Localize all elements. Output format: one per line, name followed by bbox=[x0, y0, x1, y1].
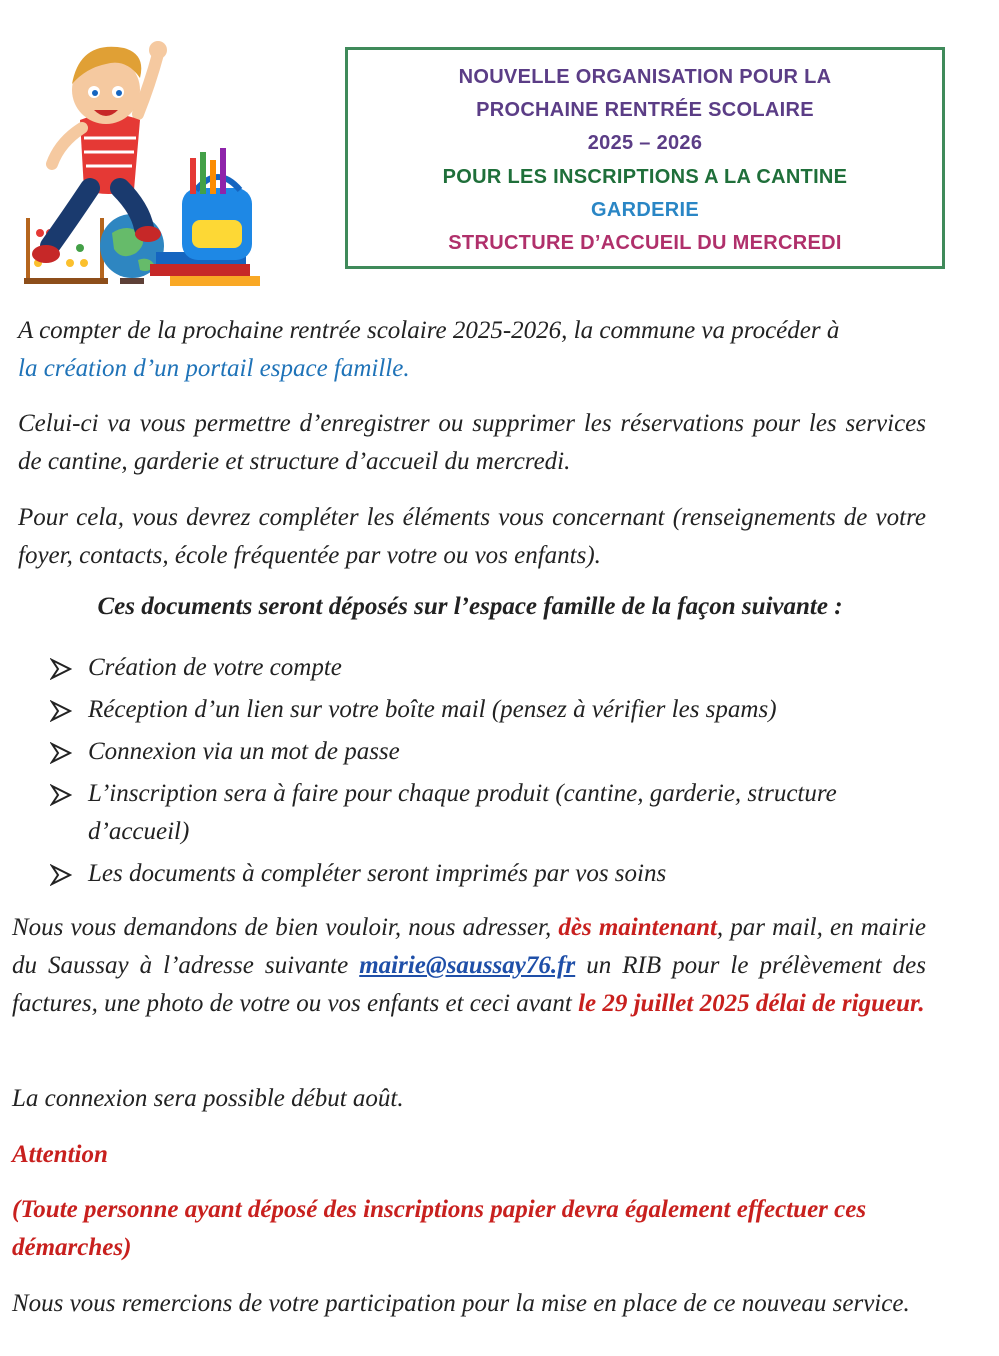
steps-list bbox=[50, 649, 930, 897]
attention-text: (Toute personne ayant déposé des inscriptions papier devra également effectuer ces démarches) bbox=[12, 1196, 867, 1261]
intro-highlight: la création d’un portail espace famille. bbox=[18, 355, 410, 382]
header-title-line1: NOUVELLE ORGANISATION POUR LA bbox=[458, 66, 832, 88]
arrow-bullet-icon bbox=[50, 742, 72, 764]
list-item bbox=[50, 733, 930, 771]
child-icon bbox=[32, 41, 167, 263]
arrow-bullet-icon bbox=[50, 658, 72, 680]
request-paragraph bbox=[12, 909, 926, 1023]
intro-paragraph bbox=[18, 312, 926, 388]
step-text: Réception d’un lien sur votre boîte mail (pensez à vérifier les spams) bbox=[88, 696, 777, 723]
closing-paragraph: Nous vous remercions de votre participation pour la mise en place de ce nouveau service. bbox=[12, 1290, 910, 1317]
header-garderie: GARDERIE bbox=[591, 199, 699, 221]
deadline-text: le 29 juillet 2025 délai de rigueur. bbox=[578, 990, 925, 1017]
header-cantine: POUR LES INSCRIPTIONS A LA CANTINE bbox=[442, 166, 848, 188]
request-part2: , par mail, en mairie du Saussay à l’adresse suivante bbox=[12, 914, 926, 979]
email-link[interactable]: mairie@saussay76.fr bbox=[359, 952, 576, 979]
pencils-icon bbox=[190, 148, 226, 194]
request-part3: un RIB pour le prélèvement des factures, une photo de votre ou vos enfants et ceci avant bbox=[12, 952, 926, 1017]
services-paragraph: Celui-ci va vous permettre d’enregistrer ou supprimer les réservations pour les services de cantine, garderie et structure d’accueil du mercredi. bbox=[18, 410, 926, 475]
list-item bbox=[50, 691, 930, 729]
intro-text: A compter de la prochaine rentrée scolaire 2025-2026, la commune va procéder à bbox=[18, 317, 840, 344]
request-emphasis: dès maintenant bbox=[558, 914, 717, 941]
step-text: L’inscription sera à faire pour chaque produit (cantine, garderie, structure d’accueil) bbox=[88, 780, 837, 845]
announcement-header-box bbox=[345, 47, 945, 269]
request-part1: Nous vous demandons de bien vouloir, nous adresser, bbox=[12, 914, 559, 941]
child-school-illustration bbox=[20, 28, 270, 290]
header-title-line2: PROCHAINE RENTRÉE SCOLAIRE bbox=[476, 99, 814, 121]
list-item bbox=[50, 855, 930, 893]
steps-subheading: Ces documents seront déposés sur l’espace famille de la façon suivante : bbox=[97, 593, 843, 620]
connexion-paragraph: La connexion sera possible début août. bbox=[12, 1085, 404, 1112]
list-item bbox=[50, 649, 930, 687]
requirements-paragraph: Pour cela, vous devrez compléter les éléments vous concernant (renseignements de votre foyer, contacts, école fréquentée par votre ou vos enfants). bbox=[18, 504, 926, 569]
arrow-bullet-icon bbox=[50, 700, 72, 722]
header-school-year: 2025 – 2026 bbox=[587, 132, 703, 154]
attention-title: Attention bbox=[12, 1141, 108, 1168]
step-text: Les documents à compléter seront imprimés par vos soins bbox=[88, 860, 667, 887]
list-item bbox=[50, 775, 930, 851]
arrow-bullet-icon bbox=[50, 784, 72, 806]
step-text: Création de votre compte bbox=[88, 654, 342, 681]
step-text: Connexion via un mot de passe bbox=[88, 738, 400, 765]
arrow-bullet-icon bbox=[50, 864, 72, 886]
header-structure-accueil: STRUCTURE D’ACCUEIL DU MERCREDI bbox=[448, 232, 842, 254]
